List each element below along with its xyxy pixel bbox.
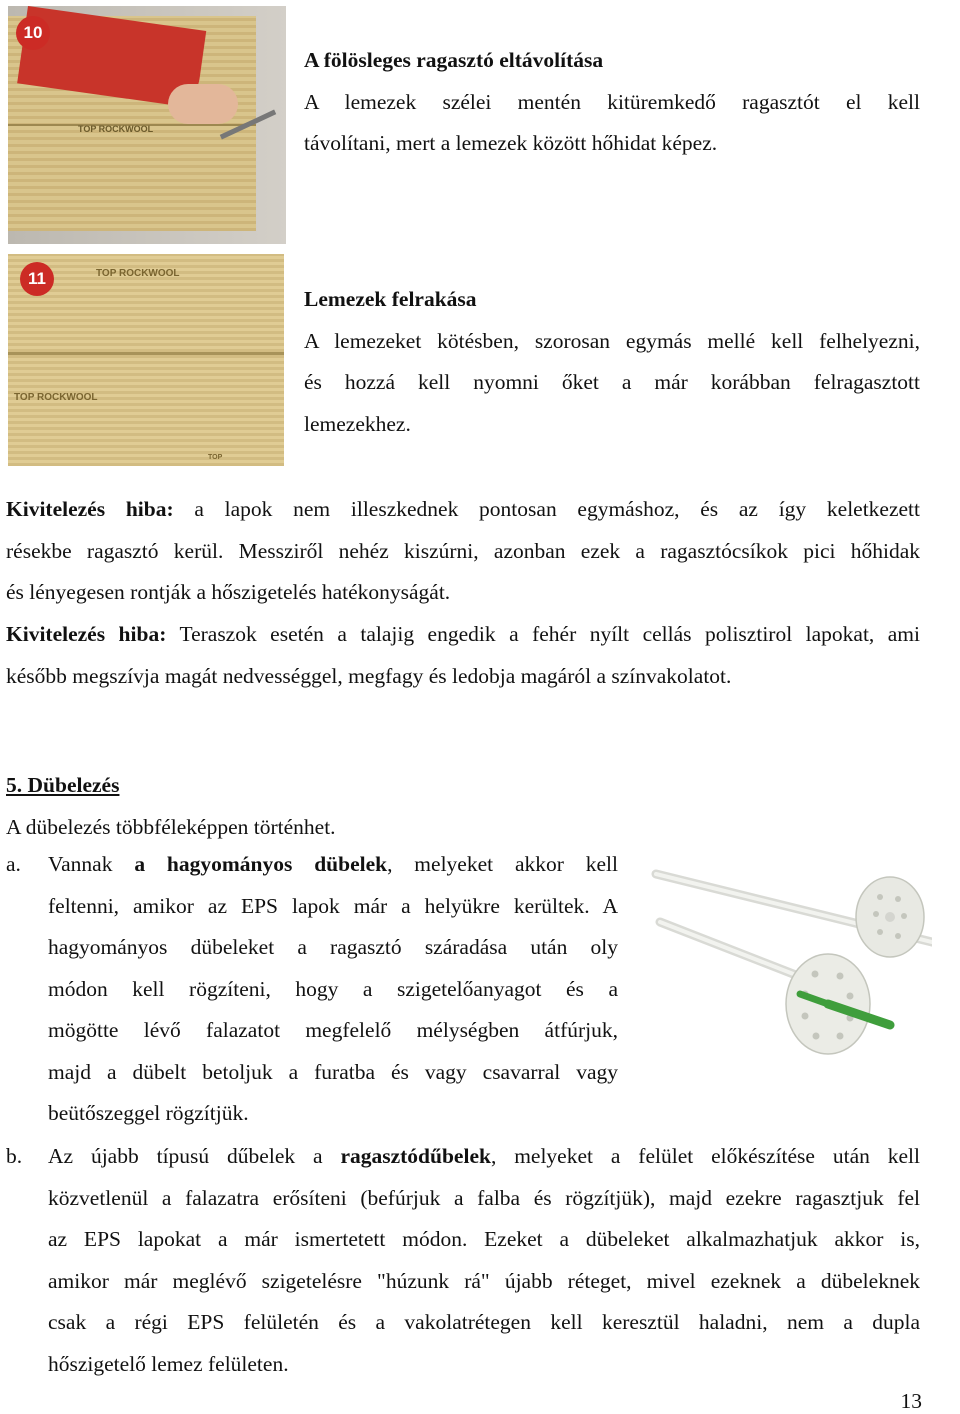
list-marker-b: b.	[6, 1144, 23, 1168]
text-line	[48, 1136, 920, 1178]
dowel-white	[656, 874, 932, 957]
text-line: amikor már meglévő szigetelésre "húzunk rá" újabb réteget, mivel ezeknek a dübeleknek	[48, 1268, 920, 1293]
text-line: hőszigetelő lemez felületen.	[48, 1351, 289, 1376]
text-line: mögötte lévő falazatot megfelelő mélységben átfúrjuk,	[48, 1018, 618, 1042]
board-brand-text-top: TOP ROCKWOOL	[96, 268, 180, 279]
bold-term: a hagyományos dübelek	[134, 852, 388, 876]
text-line: beütőszeggel rögzítjük.	[48, 1101, 249, 1125]
text-line: és hozzá kell nyomni őket a már korábban felragasztott	[304, 370, 920, 394]
worker-hand	[168, 84, 238, 124]
text-line: hagyományos dübeleket a ragasztó száradása után oly	[48, 935, 618, 959]
step-badge-11: 11	[20, 262, 54, 296]
text-line: az EPS lapokat a már ismertetett módon. Ezeket a dübeleket alkalmazhatjuk akkor is,	[48, 1227, 920, 1251]
list-item-b	[48, 1136, 920, 1385]
text-span: , melyeket akkor kell	[387, 852, 618, 876]
text-span: Teraszok esetén a talajig engedik a fehér nyílt cellás polisztirol lapokat, ami	[179, 622, 920, 646]
text-line: lemezekhez.	[304, 411, 411, 436]
board-seam	[8, 352, 284, 355]
text-line: A lemezeket kötésben, szorosan egymás mellé kell felhelyezni,	[304, 328, 920, 353]
bold-term: ragasztódűbelek	[340, 1144, 491, 1168]
board-brand-text-corner: TOP	[208, 454, 223, 461]
text-span: Vannak	[48, 852, 113, 876]
section-board-placement	[304, 279, 920, 445]
section-intro: A dübelezés többféleképpen történhet.	[6, 814, 336, 839]
section-adhesive-removal	[304, 40, 920, 165]
dowel-green	[660, 922, 890, 1054]
text-line: távolítani, mert a lemezek között hőhidat képez.	[304, 131, 718, 155]
dowels-image	[650, 852, 932, 1064]
section-title: 5. Dübelezés	[6, 773, 120, 797]
text-span: , melyeket a felület előkészítése után kell	[490, 1144, 920, 1168]
page-number: 13	[900, 1389, 922, 1413]
list-marker-a: a.	[6, 852, 21, 876]
text-line	[6, 614, 920, 656]
text-line: és lényegesen rontják a hőszigetelés hatékonyságát.	[6, 580, 451, 604]
text-line: A lemezek szélei mentén kitüremkedő ragasztót el kell	[304, 89, 920, 114]
section-doweling	[6, 765, 920, 848]
board-brand-text-bottom: TOP ROCKWOOL	[14, 392, 98, 403]
execution-error-2	[6, 614, 920, 697]
text-line: résekbe ragasztó kerül. Messziről nehéz kiszúrni, azonban ezek a ragasztócsíkok pici hőhidak	[6, 538, 920, 563]
section-title: Lemezek felrakása	[304, 287, 477, 311]
text-line: feltenni, amikor az EPS lapok már a helyükre kerültek. A	[48, 893, 618, 918]
section-title: A fölösleges ragasztó eltávolítása	[304, 48, 604, 72]
text-line: módon kell rögzíteni, hogy a szigetelőanyagot és a	[48, 976, 618, 1001]
text-line: közvetlenül a falazatra erősíteni (befúrjuk a falba és rögzítjük), majd ezekre ragasztjuk fel	[48, 1185, 920, 1210]
list-item-a	[48, 844, 618, 1135]
text-span: a lapok nem illeszkednek pontosan egymáshoz, és az így keletkezett	[194, 497, 921, 521]
text-line: csak a régi EPS felületén és a vakolatrétegen kell keresztül haladni, nem a dupla	[48, 1310, 920, 1334]
text-span: Az újabb típusú dűbelek a	[48, 1144, 323, 1168]
board-brand-text: TOP ROCKWOOL	[78, 124, 154, 134]
step-badge-10: 10	[16, 16, 50, 50]
error-label: Kivitelezés hiba:	[6, 497, 174, 521]
text-line	[6, 489, 920, 531]
photo-adhesive-removal	[8, 6, 286, 244]
execution-error-1	[6, 489, 920, 614]
text-line: később megszívja magát nedvességgel, megfagy és ledobja magáról a színvakolatot.	[6, 663, 732, 688]
photo-board-placement	[8, 254, 284, 466]
error-label: Kivitelezés hiba:	[6, 622, 167, 646]
text-line	[48, 844, 618, 886]
text-line: majd a dübelt betoljuk a furatba és vagy csavarral vagy	[48, 1059, 618, 1084]
